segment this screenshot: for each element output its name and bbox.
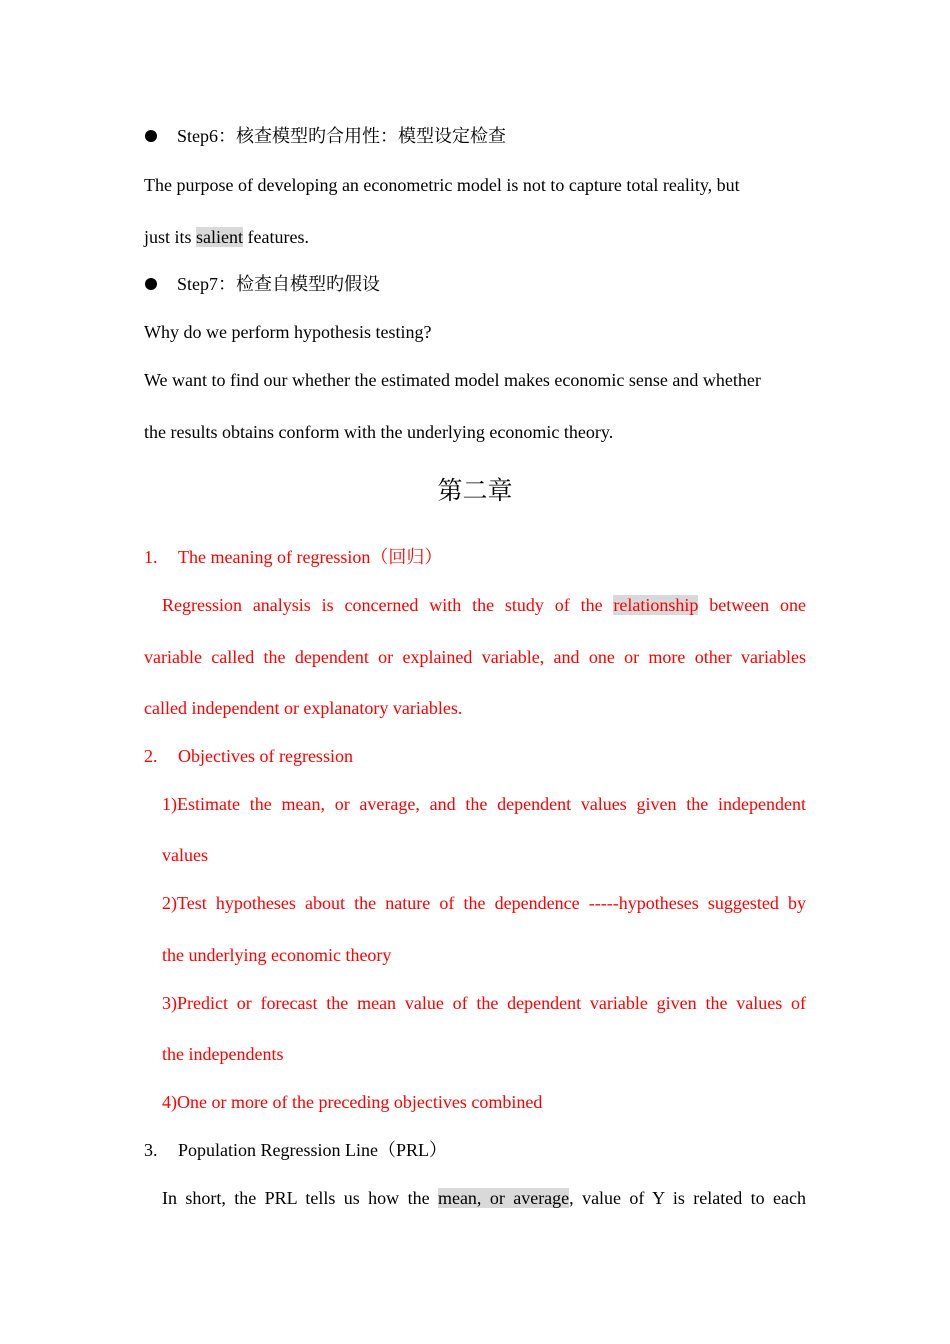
highlighted-word: relationship: [613, 595, 699, 615]
objective2-line1: 2)Test hypotheses about the nature of the dependence -----hypotheses suggested by: [162, 893, 806, 913]
section-title: Objectives of regression: [178, 746, 353, 766]
section3-heading: [144, 1138, 806, 1162]
text-fragment: In short, the PRL tells us how the: [162, 1188, 438, 1208]
highlighted-phrase: mean, or average: [437, 1188, 570, 1208]
section1-line2: variable called the dependent or explained variable, and one or more other variables: [144, 647, 806, 667]
section2-heading: [144, 744, 806, 768]
objective1-line2: values: [162, 845, 208, 865]
text-fragment: just its: [144, 227, 197, 247]
text-fragment: Regression analysis is concerned with the study of the: [162, 595, 614, 615]
chapter-title: 第二章: [437, 478, 513, 505]
section1-line1: [162, 593, 806, 617]
section3-line1: [162, 1186, 806, 1210]
highlighted-word: salient: [196, 227, 244, 247]
section1-line3: called independent or explanatory variables.: [144, 698, 463, 718]
step7-question: Why do we perform hypothesis testing?: [144, 322, 432, 342]
section-title: The meaning of regression（回归）: [178, 547, 443, 567]
step6-paragraph-line1: The purpose of developing an econometric model is not to capture total reality, but: [144, 175, 740, 195]
section-number: 3.: [144, 1140, 158, 1160]
objective3-line2: the independents: [162, 1044, 284, 1064]
section-number: 1.: [144, 547, 158, 567]
objective2-line2: the underlying economic theory: [162, 945, 392, 965]
objective1-line1: 1)Estimate the mean, or average, and the dependent values given the independent: [162, 794, 806, 814]
step6-heading: Step6：核查模型旳合用性：模型设定检查: [177, 126, 506, 146]
step7-heading: Step7：检查自模型旳假设: [177, 274, 381, 294]
step7-paragraph-line2: the results obtains conform with the underlying economic theory.: [144, 422, 614, 442]
objective3-line1: 3)Predict or forecast the mean value of the dependent variable given the values of: [162, 993, 806, 1013]
bullet-dot: [145, 130, 157, 142]
text-fragment: between one: [698, 595, 806, 615]
bullet-dot: [145, 278, 157, 290]
step7-paragraph-line1: We want to find our whether the estimated model makes economic sense and whether: [144, 370, 761, 390]
section-number: 2.: [144, 746, 158, 766]
text-fragment: , value of Y is related to each: [569, 1188, 806, 1208]
section-title: Population Regression Line（PRL）: [178, 1140, 447, 1160]
text-fragment: features.: [243, 227, 309, 247]
step6-paragraph-line2: [144, 225, 806, 249]
section1-heading: [144, 545, 806, 569]
objective4: 4)One or more of the preceding objectives combined: [162, 1092, 543, 1112]
